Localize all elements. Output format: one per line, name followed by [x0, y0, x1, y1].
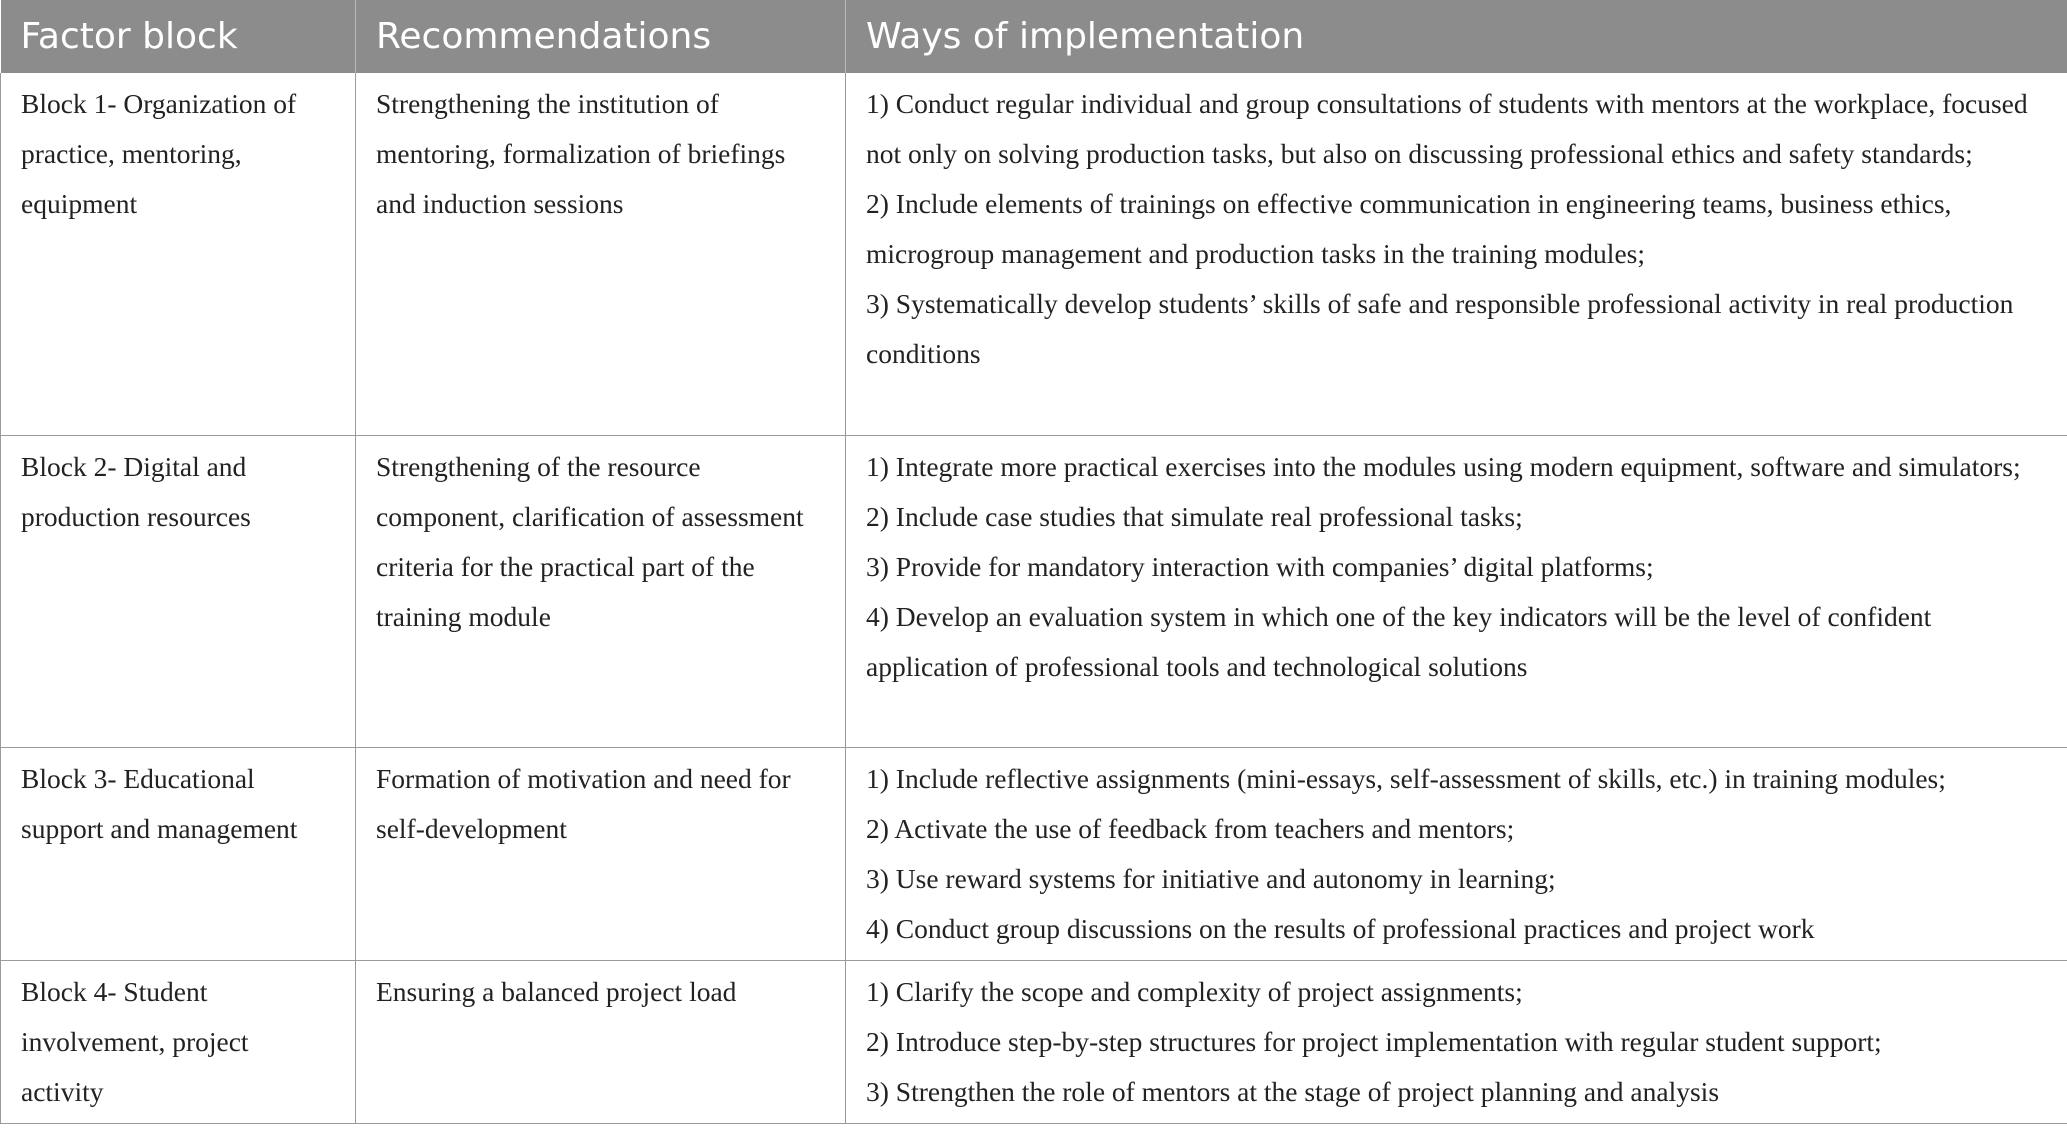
header-ways-of-implementation: Ways of implementation — [846, 0, 2067, 73]
factor-block-cell: Block 2- Digital and production resources — [1, 435, 356, 747]
recommendation-cell: Ensuring a balanced project load — [356, 960, 846, 1123]
way-item: 4) Develop an evaluation system in which one of the key indicators will be the level of confident application of professional tools and technological solutions — [866, 600, 1932, 682]
way-item: 1) Conduct regular individual and group consultations of students with mentors at the workplace, focused not only on solving production tasks, but also on discussing professional ethics and safety standards; — [866, 88, 2028, 169]
factor-block-cell: Block 4- Student involvement, project activity — [1, 960, 356, 1123]
table-row — [1, 747, 2067, 960]
way-item: 1) Include reflective assignments (mini-essays, self-assessment of skills, etc.) in training modules; — [866, 762, 1946, 794]
header-recommendations: Recommendations — [356, 0, 846, 73]
way-item: 3) Strengthen the role of mentors at the stage of project planning and analysis — [866, 1075, 1720, 1107]
recommendation-cell: Strengthening the institution of mentoring, formalization of briefings and induction sessions — [356, 73, 846, 435]
way-item: 1) Clarify the scope and complexity of project assignments; — [866, 975, 1523, 1007]
ways-cell — [846, 73, 2067, 435]
ways-cell — [846, 435, 2067, 747]
table-row — [1, 960, 2067, 1123]
header-row — [1, 0, 2067, 73]
table-body — [1, 73, 2067, 1123]
way-item: 4) Conduct group discussions on the results of professional practices and project work — [866, 912, 1815, 944]
recommendation-cell: Formation of motivation and need for self-development — [356, 747, 846, 960]
table-header — [1, 0, 2067, 73]
factor-block-cell: Block 3- Educational support and management — [1, 747, 356, 960]
way-item: 2) Introduce step-by-step structures for project implementation with regular student support; — [866, 1025, 1882, 1057]
way-item: 3) Provide for mandatory interaction with companies’ digital platforms; — [866, 550, 1654, 582]
factor-block-cell: Block 1- Organization of practice, mentoring, equipment — [1, 73, 356, 435]
recommendation-cell: Strengthening of the resource component, clarification of assessment criteria for the practical part of the training module — [356, 435, 846, 747]
way-item: 2) Include elements of trainings on effective communication in engineering teams, business ethics, microgroup management and production tasks in the training modules; — [866, 188, 1952, 269]
way-item: 3) Systematically develop students’ skills of safe and responsible professional activity in real production conditions — [866, 288, 2014, 369]
way-item: 3) Use reward systems for initiative and autonomy in learning; — [866, 862, 1556, 894]
header-factor-block: Factor block — [1, 0, 356, 73]
way-item: 1) Integrate more practical exercises into the modules using modern equipment, software and simulators; — [866, 450, 2021, 482]
table-row — [1, 73, 2067, 435]
table-row — [1, 435, 2067, 747]
ways-cell — [846, 747, 2067, 960]
ways-cell — [846, 960, 2067, 1123]
way-item: 2) Activate the use of feedback from teachers and mentors; — [866, 812, 1515, 844]
way-item: 2) Include case studies that simulate real professional tasks; — [866, 500, 1523, 532]
